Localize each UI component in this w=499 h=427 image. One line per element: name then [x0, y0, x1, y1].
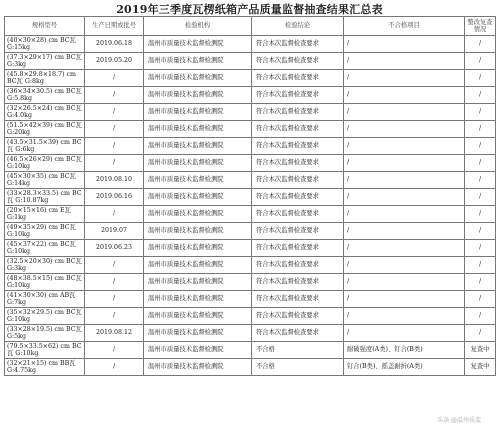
cell-date: 2019.06.18 [85, 36, 144, 53]
cell-review: / [465, 189, 496, 206]
table-row [5, 308, 496, 325]
cell-conclusion: 符合本次监督检查要求 [252, 257, 344, 274]
cell-date: / [85, 257, 144, 274]
cell-review: / [465, 325, 496, 342]
cell-conclusion: 符合本次监督检查要求 [252, 189, 344, 206]
cell-review: / [465, 36, 496, 53]
cell-date: 2019.06.23 [85, 240, 144, 257]
cell-conclusion: 不合格 [252, 359, 344, 376]
cell-conclusion: 符合本次监督检查要求 [252, 223, 344, 240]
cell-items: / [344, 104, 465, 121]
cell-spec: (51.5×42×39) cm BC瓦 G:20kg [5, 121, 85, 138]
cell-items: / [344, 53, 465, 70]
cell-conclusion: 符合本次监督检查要求 [252, 36, 344, 53]
cell-org: 温州市质量技术监督检测院 [144, 206, 252, 223]
cell-date: 2019.05.20 [85, 53, 144, 70]
cell-org: 温州市质量技术监督检测院 [144, 274, 252, 291]
table-row [5, 121, 496, 138]
cell-spec: (35×32×29.5) cm BC瓦 G:10kg [5, 308, 85, 325]
table-header-row [5, 17, 496, 36]
cell-org: 温州市质量技术监督检测院 [144, 36, 252, 53]
cell-org: 温州市质量技术监督检测院 [144, 291, 252, 308]
cell-items: / [344, 308, 465, 325]
cell-spec: (43.5×31.5×39) cm BC瓦 G:6kg [5, 138, 85, 155]
cell-conclusion: 符合本次监督检查要求 [252, 155, 344, 172]
cell-spec: (79.5×33.5×62) cm BC瓦 G:10kg [5, 342, 85, 359]
table-row [5, 104, 496, 121]
cell-spec: (41×30×30) cm AB瓦 G:7kg [5, 291, 85, 308]
cell-org: 温州市质量技术监督检测院 [144, 342, 252, 359]
cell-review: / [465, 274, 496, 291]
cell-items: / [344, 325, 465, 342]
cell-org: 温州市质量技术监督检测院 [144, 104, 252, 121]
cell-spec: (45.8×29.8×18.7) cm BC瓦 G:8kg [5, 70, 85, 87]
cell-conclusion: 符合本次监督检查要求 [252, 240, 344, 257]
cell-date: 2019.08.12 [85, 325, 144, 342]
cell-date: / [85, 359, 144, 376]
cell-org: 温州市质量技术监督检测院 [144, 189, 252, 206]
table-row [5, 172, 496, 189]
table-row [5, 257, 496, 274]
cell-org: 温州市质量技术监督检测院 [144, 87, 252, 104]
cell-review: / [465, 308, 496, 325]
cell-conclusion: 符合本次监督检查要求 [252, 308, 344, 325]
table-row [5, 342, 496, 359]
cell-conclusion: 符合本次监督检查要求 [252, 53, 344, 70]
cell-items: / [344, 189, 465, 206]
cell-org: 温州市质量技术监督检测院 [144, 325, 252, 342]
cell-review: / [465, 291, 496, 308]
header-items: 不合格项目 [344, 17, 465, 36]
cell-spec: (37.3×29×17) cm BC瓦 G:3kg [5, 53, 85, 70]
cell-items: / [344, 223, 465, 240]
cell-org: 温州市质量技术监督检测院 [144, 172, 252, 189]
cell-date: 2019.08.10 [85, 172, 144, 189]
cell-items: / [344, 291, 465, 308]
cell-org: 温州市质量技术监督检测院 [144, 138, 252, 155]
cell-date: / [85, 138, 144, 155]
cell-items: / [344, 206, 465, 223]
cell-org: 温州市质量技术监督检测院 [144, 70, 252, 87]
cell-review: / [465, 155, 496, 172]
cell-conclusion: 符合本次监督检查要求 [252, 87, 344, 104]
cell-items: / [344, 87, 465, 104]
cell-spec: (33×28×19.5) cm BC瓦 G:5kg [5, 325, 85, 342]
cell-date: / [85, 291, 144, 308]
cell-date: / [85, 87, 144, 104]
cell-items: / [344, 70, 465, 87]
cell-conclusion: 符合本次监督检查要求 [252, 291, 344, 308]
cell-org: 温州市质量技术监督检测院 [144, 155, 252, 172]
cell-review: / [465, 223, 496, 240]
cell-conclusion: 符合本次监督检查要求 [252, 70, 344, 87]
cell-review: / [465, 104, 496, 121]
cell-conclusion: 符合本次监督检查要求 [252, 172, 344, 189]
cell-items: / [344, 121, 465, 138]
cell-items: / [344, 257, 465, 274]
table-row [5, 325, 496, 342]
cell-review: 复查中 [465, 342, 496, 359]
cell-review: / [465, 121, 496, 138]
cell-spec: (40×30×28) cm BC瓦 G:15kg [5, 36, 85, 53]
cell-review: / [465, 257, 496, 274]
cell-org: 温州市质量技术监督检测院 [144, 308, 252, 325]
table-row [5, 70, 496, 87]
cell-spec: (32×21×15) cm BB瓦 G:4.75kg [5, 359, 85, 376]
cell-items: / [344, 138, 465, 155]
table-row [5, 240, 496, 257]
cell-date: / [85, 104, 144, 121]
table-row [5, 36, 496, 53]
cell-items: / [344, 274, 465, 291]
cell-org: 温州市质量技术监督检测院 [144, 121, 252, 138]
cell-items: / [344, 36, 465, 53]
cell-date: / [85, 155, 144, 172]
cell-date: 2019.07 [85, 223, 144, 240]
cell-items: / [344, 240, 465, 257]
cell-conclusion: 符合本次监督检查要求 [252, 138, 344, 155]
results-table [4, 16, 496, 376]
table-row [5, 206, 496, 223]
table-row [5, 155, 496, 172]
table-row [5, 359, 496, 376]
table-row [5, 87, 496, 104]
table-row [5, 138, 496, 155]
cell-date: / [85, 70, 144, 87]
cell-conclusion: 符合本次监督检查要求 [252, 104, 344, 121]
cell-spec: (32×26.5×24) cm BC瓦 G:4.0kg [5, 104, 85, 121]
cell-spec: (45×30×35) cm BC瓦 G:14kg [5, 172, 85, 189]
cell-date: / [85, 308, 144, 325]
cell-review: / [465, 172, 496, 189]
cell-spec: (48×38.5×15) cm BC瓦 G:10kg [5, 274, 85, 291]
cell-review: / [465, 53, 496, 70]
page-title: 2019年三季度瓦楞纸箱产品质量监督抽查结果汇总表 [116, 3, 383, 16]
cell-conclusion: 符合本次监督检查要求 [252, 121, 344, 138]
cell-date: 2019.06.16 [85, 189, 144, 206]
cell-date: / [85, 121, 144, 138]
cell-date: / [85, 206, 144, 223]
header-date: 生产日期或批号 [85, 17, 144, 36]
cell-org: 温州市质量技术监督检测院 [144, 257, 252, 274]
cell-conclusion: 符合本次监督检查要求 [252, 274, 344, 291]
watermark: 头条 @温州质监 [437, 417, 481, 424]
table-body [5, 36, 496, 376]
cell-date: / [85, 274, 144, 291]
table-row [5, 189, 496, 206]
cell-review: 复查中 [465, 359, 496, 376]
cell-items: / [344, 155, 465, 172]
cell-spec: (32.5×20×30) cm BC瓦 G:3kg [5, 257, 85, 274]
cell-review: / [465, 87, 496, 104]
header-spec: 规格型号 [5, 17, 85, 36]
cell-review: / [465, 240, 496, 257]
cell-review: / [465, 206, 496, 223]
cell-spec: (49×35×29) cm BC瓦 G:10kg [5, 223, 85, 240]
cell-spec: (36×34×30.5) cm BC瓦 G:5.8kg [5, 87, 85, 104]
cell-conclusion: 不合格 [252, 342, 344, 359]
table-row [5, 223, 496, 240]
cell-review: / [465, 70, 496, 87]
cell-spec: (33×28.3×33.5) cm BC瓦 G:10.87kg [5, 189, 85, 206]
table-row [5, 53, 496, 70]
cell-spec: (45×37×22) cm BC瓦 G:10kg [5, 240, 85, 257]
cell-spec: (20×15×16) cm E瓦 G:1kg [5, 206, 85, 223]
header-conclusion: 检验结论 [252, 17, 344, 36]
cell-review: / [465, 138, 496, 155]
cell-conclusion: 符合本次监督检查要求 [252, 206, 344, 223]
cell-org: 温州市质量技术监督检测院 [144, 223, 252, 240]
cell-items: 耐破强度(A类)、钉合(B类) [344, 342, 465, 359]
cell-org: 温州市质量技术监督检测院 [144, 240, 252, 257]
header-org: 检验机构 [144, 17, 252, 36]
header-review: 整改复查情况 [465, 17, 496, 36]
table-row [5, 274, 496, 291]
cell-org: 温州市质量技术监督检测院 [144, 53, 252, 70]
cell-spec: (46.5×26×29) cm BC瓦 G:10kg [5, 155, 85, 172]
cell-conclusion: 符合本次监督检查要求 [252, 325, 344, 342]
cell-org: 温州市质量技术监督检测院 [144, 359, 252, 376]
cell-items: / [344, 172, 465, 189]
cell-items: 钉合(B类)、摇盖耐折(A类) [344, 359, 465, 376]
table-row [5, 291, 496, 308]
cell-date: / [85, 342, 144, 359]
